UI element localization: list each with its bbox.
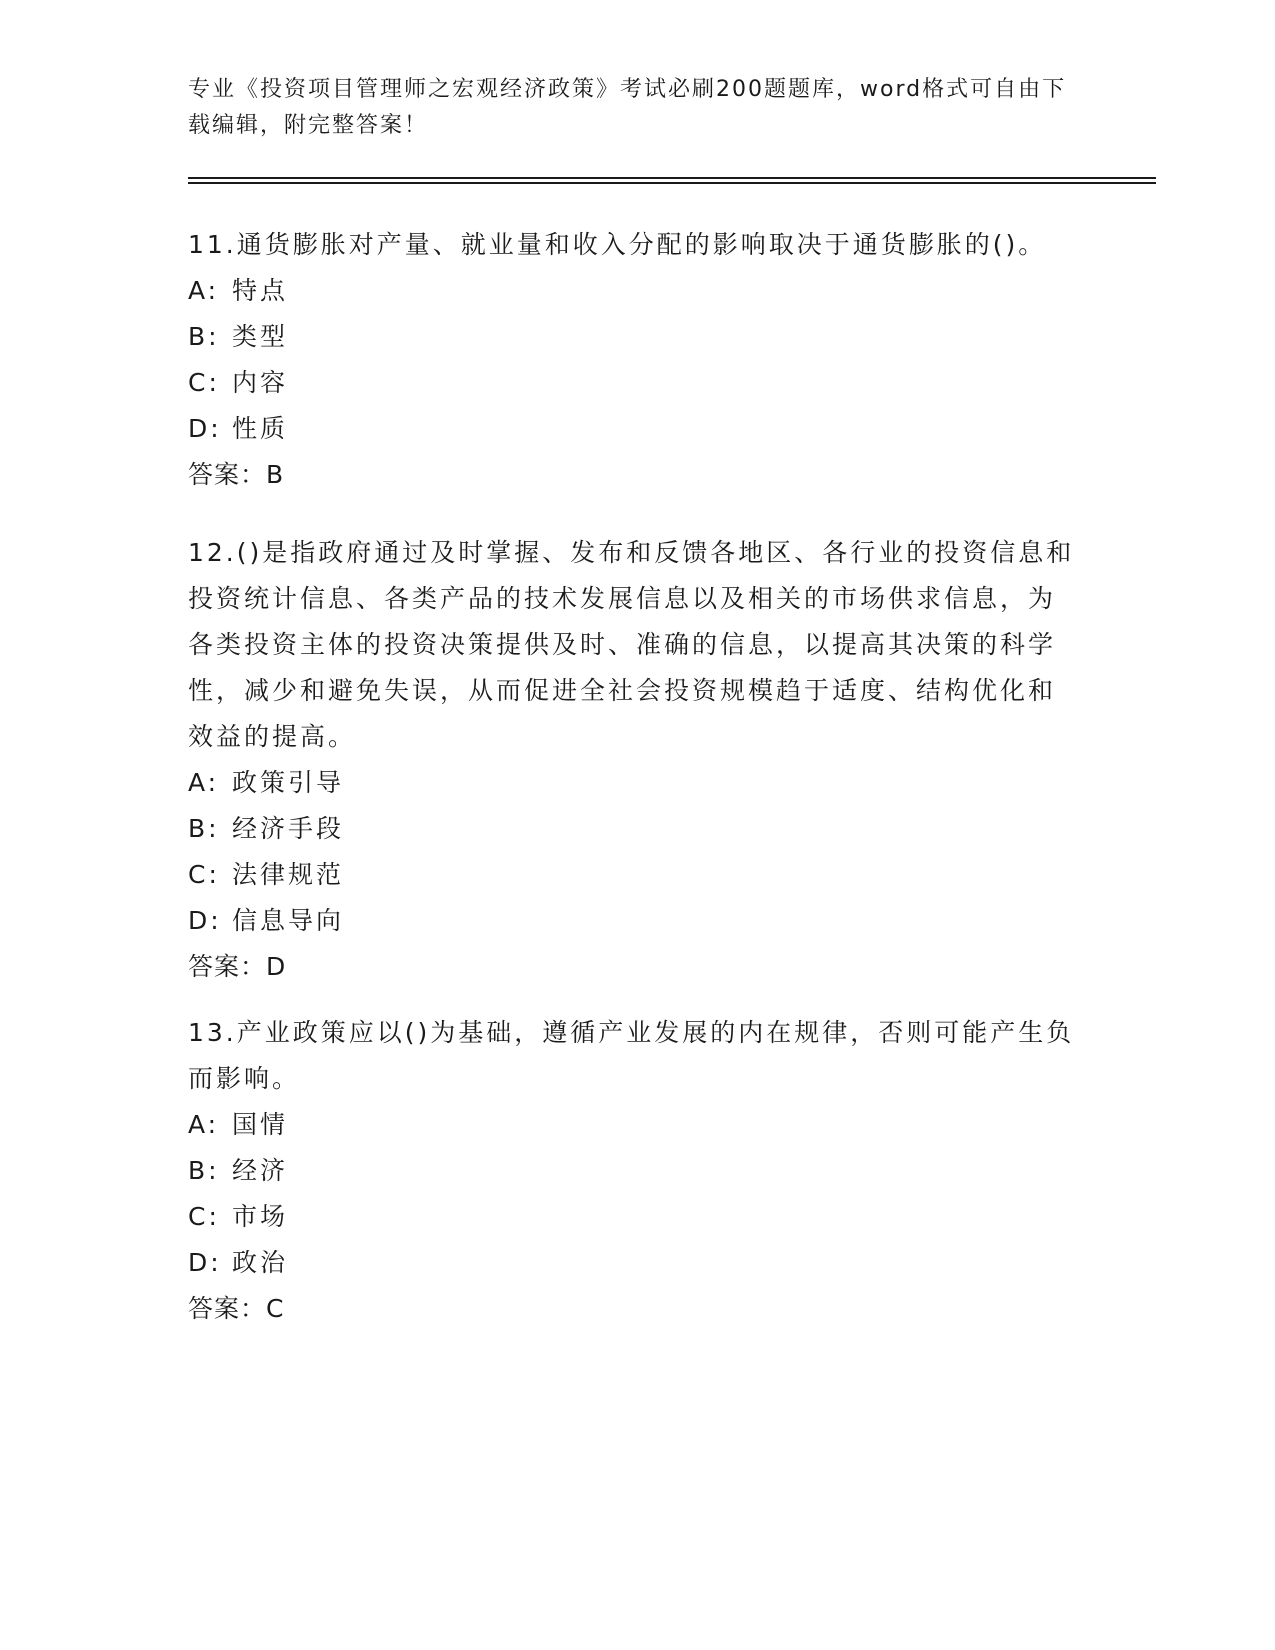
option-key: D: bbox=[188, 414, 222, 443]
option-value: 市场 bbox=[232, 1202, 289, 1231]
option-value: 政策引导 bbox=[232, 768, 345, 797]
option-value: 经济 bbox=[232, 1156, 289, 1185]
answer-label: 答案： bbox=[188, 1294, 267, 1323]
header-divider-bottom bbox=[188, 182, 1156, 184]
option-value: 特点 bbox=[232, 276, 289, 305]
document-header: 专业《投资项目管理师之宏观经济政策》考试必刷200题题库，word格式可自由下载编辑，附完整答案！ bbox=[188, 77, 1067, 138]
answer-label: 答案： bbox=[188, 952, 267, 981]
question-text: 13.产业政策应以()为基础，遵循产业发展的内在规律，否则可能产生负而影响。 bbox=[188, 1018, 1075, 1093]
option-a bbox=[188, 760, 1078, 806]
option-value: 法律规范 bbox=[232, 860, 345, 889]
option-c bbox=[188, 360, 1078, 406]
option-c bbox=[188, 852, 1078, 898]
answer-value: D bbox=[266, 952, 287, 981]
header-divider-top bbox=[188, 177, 1156, 179]
option-value: 信息导向 bbox=[232, 906, 345, 935]
answer-value: B bbox=[266, 460, 285, 489]
answer-label: 答案： bbox=[188, 460, 267, 489]
option-key: A: bbox=[188, 768, 220, 797]
option-value: 政治 bbox=[232, 1248, 289, 1277]
option-key: D: bbox=[188, 1248, 222, 1277]
question-text: 11.通货膨胀对产量、就业量和收入分配的影响取决于通货膨胀的()。 bbox=[188, 230, 1047, 259]
option-b bbox=[188, 1148, 1078, 1194]
option-value: 类型 bbox=[232, 322, 289, 351]
answer-line bbox=[188, 944, 1078, 990]
option-key: A: bbox=[188, 1110, 220, 1139]
option-d bbox=[188, 898, 1078, 944]
option-key: B: bbox=[188, 1156, 220, 1185]
option-d bbox=[188, 1240, 1078, 1286]
option-b bbox=[188, 806, 1078, 852]
answer-line bbox=[188, 1286, 1078, 1332]
option-d bbox=[188, 406, 1078, 452]
option-key: C: bbox=[188, 860, 220, 889]
question-text: 12.()是指政府通过及时掌握、发布和反馈各地区、各行业的投资信息和投资统计信息、各类产品的技术发展信息以及相关的市场供求信息，为各类投资主体的投资决策提供及时、准确的信息，以提高其决策的科学性，减少和避免失误，从而促进全社会投资规模趋于适度、结构优化和效益的提高。 bbox=[188, 538, 1075, 751]
option-a bbox=[188, 1102, 1078, 1148]
question-11 bbox=[188, 222, 1078, 498]
option-value: 国情 bbox=[232, 1110, 289, 1139]
option-key: C: bbox=[188, 1202, 220, 1231]
question-12 bbox=[188, 530, 1078, 990]
option-key: B: bbox=[188, 814, 220, 843]
option-value: 内容 bbox=[232, 368, 289, 397]
answer-value: C bbox=[266, 1294, 285, 1323]
option-b bbox=[188, 314, 1078, 360]
option-value: 经济手段 bbox=[232, 814, 345, 843]
option-key: A: bbox=[188, 276, 220, 305]
option-value: 性质 bbox=[232, 414, 289, 443]
answer-line bbox=[188, 452, 1078, 498]
option-key: D: bbox=[188, 906, 222, 935]
option-c bbox=[188, 1194, 1078, 1240]
option-key: C: bbox=[188, 368, 220, 397]
question-13 bbox=[188, 1010, 1078, 1332]
option-a bbox=[188, 268, 1078, 314]
option-key: B: bbox=[188, 322, 220, 351]
